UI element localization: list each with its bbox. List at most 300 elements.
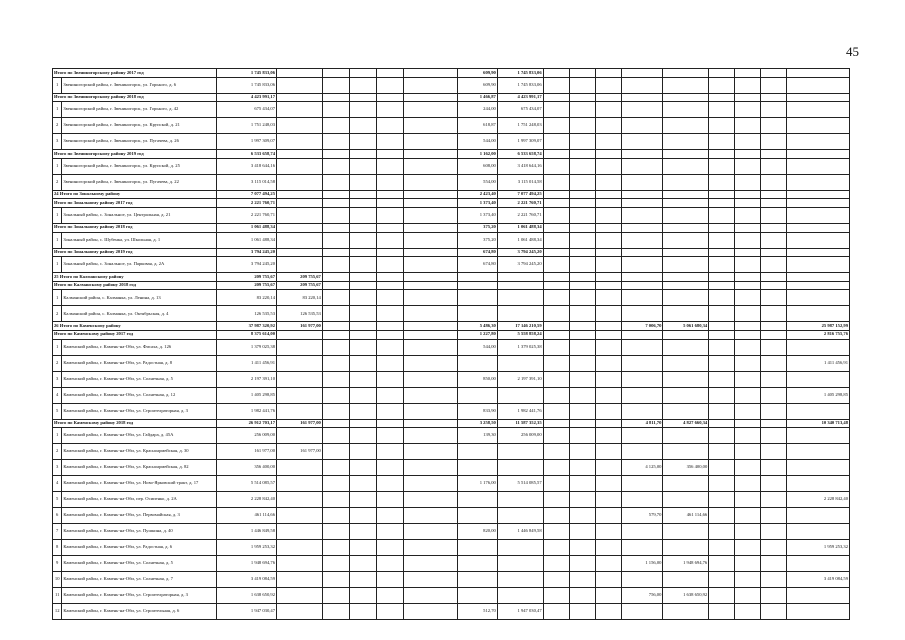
- address-cell: Каменский район, г. Камень-на-Оби, ул. Первомайская, д. 3: [62, 508, 216, 524]
- value-cell-c18: [761, 508, 787, 524]
- value-cell-c9: [458, 444, 498, 460]
- value-cell-c11: [543, 355, 569, 371]
- value-cell-c9: 674,80: [458, 257, 498, 273]
- value-cell-c19: [787, 77, 850, 93]
- value-cell-c12: [569, 102, 595, 118]
- value-cell-c7: [376, 158, 403, 174]
- value-cell-c15: [663, 330, 709, 339]
- value-cell-c12: [569, 257, 595, 273]
- value-cell-c12: [569, 273, 595, 282]
- table-row: [53, 572, 850, 588]
- address-cell: Каменский район, г. Камень-на-Оби, ул. Солнечная, д. 5: [62, 556, 216, 572]
- row-number: 12: [53, 604, 62, 620]
- value-cell-c14: [621, 604, 663, 620]
- value-cell-c6: [349, 339, 376, 355]
- value-cell-c13: [595, 419, 621, 428]
- value-cell-c15: 1 948 694,76: [663, 556, 709, 572]
- value-cell-c7: [376, 118, 403, 134]
- summary-row: [53, 223, 850, 232]
- value-cell-c10: [497, 556, 543, 572]
- value-cell-c14: [621, 93, 663, 102]
- value-cell-c5: [322, 281, 349, 290]
- value-cell-c17: [735, 150, 761, 159]
- value-cell-c10: [497, 273, 543, 282]
- value-cell-c19: [787, 93, 850, 102]
- value-cell-c8: [404, 572, 458, 588]
- value-cell-c8: [404, 273, 458, 282]
- value-cell-c9: [458, 540, 498, 556]
- value-cell-c16: [709, 588, 735, 604]
- value-cell-c14: [621, 102, 663, 118]
- value-cell-c13: [595, 190, 621, 199]
- value-cell-c6: [349, 77, 376, 93]
- value-cell-c9: 544,00: [458, 339, 498, 355]
- value-cell-c3: 356 400,00: [216, 460, 276, 476]
- value-cell-c18: [761, 102, 787, 118]
- address-cell: Зональный район, с. Зональное, ул. Центральная, д. 21: [62, 207, 216, 223]
- value-cell-c4: [277, 492, 323, 508]
- value-cell-c6: [349, 460, 376, 476]
- value-cell-c7: [376, 223, 403, 232]
- value-cell-c6: [349, 306, 376, 322]
- value-cell-c18: [761, 403, 787, 419]
- value-cell-c17: [735, 69, 761, 78]
- summary-row: [53, 330, 850, 339]
- value-cell-c14: [621, 524, 663, 540]
- table-row: [53, 339, 850, 355]
- value-cell-c12: [569, 604, 595, 620]
- summary-row: [53, 150, 850, 159]
- value-cell-c6: [349, 273, 376, 282]
- value-cell-c12: [569, 371, 595, 387]
- value-cell-c16: [709, 460, 735, 476]
- value-cell-c16: [709, 428, 735, 444]
- value-cell-c5: [322, 248, 349, 257]
- summary-row: [53, 190, 850, 199]
- address-cell: Звениногорский район, г. Звениногорск, ул. Пугачева, д. 26: [62, 134, 216, 150]
- address-cell: Звениногорский район, г. Звениногорск, ул. Крупской, д. 25: [62, 158, 216, 174]
- value-cell-c18: [761, 158, 787, 174]
- value-cell-c19: [787, 339, 850, 355]
- row-number: 1: [53, 257, 62, 273]
- value-cell-c6: [349, 281, 376, 290]
- value-cell-c14: [621, 257, 663, 273]
- value-cell-c13: [595, 540, 621, 556]
- value-cell-c18: [761, 77, 787, 93]
- value-cell-c18: [761, 190, 787, 199]
- value-cell-c12: [569, 355, 595, 371]
- address-cell: Каменский район, г. Камень-на-Оби, ул. Солнечная, д. 12: [62, 387, 216, 403]
- value-cell-c16: [709, 492, 735, 508]
- value-cell-c8: [404, 158, 458, 174]
- value-cell-c6: [349, 290, 376, 306]
- value-cell-c3: 1 638 650,92: [216, 588, 276, 604]
- value-cell-c16: [709, 199, 735, 208]
- value-cell-c6: [349, 248, 376, 257]
- value-cell-c19: [787, 556, 850, 572]
- value-cell-c8: [404, 355, 458, 371]
- value-cell-c8: [404, 476, 458, 492]
- value-cell-c14: 7 006,70: [621, 322, 663, 331]
- value-cell-c8: [404, 508, 458, 524]
- value-cell-c8: [404, 387, 458, 403]
- value-cell-c18: [761, 572, 787, 588]
- address-cell: Звениногорский район, г. Звениногорск, ул. Пугачева, д. 22: [62, 174, 216, 190]
- row-number: 5: [53, 403, 62, 419]
- value-cell-c12: [569, 281, 595, 290]
- value-cell-c12: [569, 199, 595, 208]
- value-cell-c10: 7 077 494,25: [497, 190, 543, 199]
- value-cell-c6: [349, 371, 376, 387]
- value-cell-c19: [787, 281, 850, 290]
- value-cell-c10: 1 061 488,34: [497, 223, 543, 232]
- value-cell-c9: 375,20: [458, 232, 498, 248]
- value-cell-c13: [595, 102, 621, 118]
- value-cell-c10: 1 947 030,47: [497, 604, 543, 620]
- value-cell-c16: [709, 207, 735, 223]
- value-cell-c13: [595, 199, 621, 208]
- value-cell-c19: [787, 150, 850, 159]
- value-cell-c19: [787, 199, 850, 208]
- value-cell-c5: [322, 508, 349, 524]
- value-cell-c15: [663, 150, 709, 159]
- value-cell-c7: [376, 339, 403, 355]
- value-cell-c3: 1 405 298,85: [216, 387, 276, 403]
- address-cell: Каменский район, г. Камень-на-Оби, ул. Строителраторная, д. 3: [62, 588, 216, 604]
- value-cell-c10: 2 197 391,10: [497, 371, 543, 387]
- value-cell-c3: 2 228 842,40: [216, 492, 276, 508]
- value-cell-c12: [569, 387, 595, 403]
- table-row: [53, 387, 850, 403]
- row-number: 4: [53, 387, 62, 403]
- value-cell-c3: 1 411 456,91: [216, 355, 276, 371]
- row-number: 5: [53, 492, 62, 508]
- value-cell-c17: [735, 588, 761, 604]
- value-cell-c9: 820,00: [458, 524, 498, 540]
- value-cell-c3: 1 997 309,07: [216, 134, 276, 150]
- value-cell-c6: [349, 322, 376, 331]
- value-cell-c6: [349, 419, 376, 428]
- register-table: [52, 68, 850, 620]
- value-cell-c16: [709, 102, 735, 118]
- value-cell-c4: [277, 330, 323, 339]
- value-cell-c5: [322, 387, 349, 403]
- value-cell-c4: [277, 199, 323, 208]
- value-cell-c11: [543, 330, 569, 339]
- value-cell-c7: [376, 150, 403, 159]
- value-cell-c10: 1 997 309,07: [497, 134, 543, 150]
- value-cell-c3: 7 077 494,25: [216, 190, 276, 199]
- summary-row: [53, 273, 850, 282]
- summary-label: Итого по Каменскому району 2018 год: [53, 419, 217, 428]
- value-cell-c3: 1 446 849,58: [216, 524, 276, 540]
- value-cell-c8: [404, 556, 458, 572]
- value-cell-c4: [277, 102, 323, 118]
- value-cell-c5: [322, 158, 349, 174]
- value-cell-c7: [376, 604, 403, 620]
- value-cell-c7: [376, 428, 403, 444]
- value-cell-c6: [349, 174, 376, 190]
- value-cell-c11: [543, 174, 569, 190]
- value-cell-c11: [543, 69, 569, 78]
- value-cell-c9: 512,70: [458, 604, 498, 620]
- value-cell-c19: 25 987 152,99: [787, 322, 850, 331]
- table-row: [53, 306, 850, 322]
- value-cell-c10: [497, 387, 543, 403]
- value-cell-c18: [761, 150, 787, 159]
- value-cell-c19: 1 405 298,85: [787, 387, 850, 403]
- value-cell-c12: [569, 190, 595, 199]
- value-cell-c3: 1 061 488,34: [216, 232, 276, 248]
- value-cell-c3: 3 115 014,58: [216, 174, 276, 190]
- value-cell-c19: [787, 190, 850, 199]
- value-cell-c6: [349, 232, 376, 248]
- value-cell-c8: [404, 588, 458, 604]
- summary-label: 24 Итого по Зональному району: [53, 190, 217, 199]
- table-row: [53, 588, 850, 604]
- value-cell-c17: [735, 492, 761, 508]
- value-cell-c17: [735, 290, 761, 306]
- value-cell-c15: [663, 290, 709, 306]
- value-cell-c16: [709, 556, 735, 572]
- value-cell-c6: [349, 508, 376, 524]
- value-cell-c7: [376, 207, 403, 223]
- value-cell-c10: 2 221 760,71: [497, 199, 543, 208]
- value-cell-c18: [761, 444, 787, 460]
- value-cell-c5: [322, 460, 349, 476]
- value-cell-c15: [663, 403, 709, 419]
- value-cell-c17: [735, 540, 761, 556]
- value-cell-c5: [322, 572, 349, 588]
- value-cell-c4: [277, 355, 323, 371]
- address-cell: Каменский район, г. Камень-на-Оби, ул. Радостная, д. 6: [62, 540, 216, 556]
- value-cell-c18: [761, 281, 787, 290]
- value-cell-c3: 461 114,66: [216, 508, 276, 524]
- value-cell-c5: [322, 199, 349, 208]
- value-cell-c14: 4 125,00: [621, 460, 663, 476]
- value-cell-c8: [404, 248, 458, 257]
- table-row: [53, 556, 850, 572]
- value-cell-c17: [735, 199, 761, 208]
- value-cell-c5: [322, 273, 349, 282]
- value-cell-c4: [277, 460, 323, 476]
- address-cell: Каменский район, г. Камень-на-Оби, ул. Строительная, д. 6: [62, 604, 216, 620]
- value-cell-c7: [376, 77, 403, 93]
- value-cell-c7: [376, 371, 403, 387]
- value-cell-c17: [735, 77, 761, 93]
- table-row: [53, 524, 850, 540]
- value-cell-c9: 833,90: [458, 403, 498, 419]
- value-cell-c13: [595, 387, 621, 403]
- value-cell-c14: [621, 118, 663, 134]
- value-cell-c14: [621, 273, 663, 282]
- value-cell-c4: [277, 339, 323, 355]
- value-cell-c5: [322, 190, 349, 199]
- value-cell-c15: [663, 572, 709, 588]
- summary-label: 25 Итого по Калманскому району: [53, 273, 217, 282]
- value-cell-c11: [543, 556, 569, 572]
- row-number: 2: [53, 174, 62, 190]
- value-cell-c5: [322, 588, 349, 604]
- value-cell-c15: [663, 232, 709, 248]
- value-cell-c10: 3 794 245,20: [497, 257, 543, 273]
- value-cell-c15: [663, 387, 709, 403]
- row-number: 9: [53, 556, 62, 572]
- value-cell-c13: [595, 476, 621, 492]
- address-cell: Звениногорский район, г. Звениногорск, ул. Горького, д. 6: [62, 77, 216, 93]
- value-cell-c4: [277, 588, 323, 604]
- value-cell-c9: [458, 306, 498, 322]
- value-cell-c7: [376, 134, 403, 150]
- value-cell-c19: [787, 290, 850, 306]
- row-number: 2: [53, 355, 62, 371]
- value-cell-c17: [735, 306, 761, 322]
- value-cell-c18: [761, 492, 787, 508]
- value-cell-c18: [761, 93, 787, 102]
- value-cell-c12: [569, 540, 595, 556]
- value-cell-c8: [404, 460, 458, 476]
- value-cell-c8: [404, 604, 458, 620]
- table-row: [53, 508, 850, 524]
- address-cell: Каменский район, г. Камень-на-Оби, ул. Пушкина, д. 40: [62, 524, 216, 540]
- value-cell-c5: [322, 290, 349, 306]
- value-cell-c18: [761, 339, 787, 355]
- value-cell-c3: 2 197 391,10: [216, 371, 276, 387]
- value-cell-c18: [761, 476, 787, 492]
- value-cell-c13: [595, 134, 621, 150]
- value-cell-c9: [458, 387, 498, 403]
- summary-label: Итого по Зональному району 2019 год: [53, 248, 217, 257]
- value-cell-c10: [497, 281, 543, 290]
- table-row: [53, 290, 850, 306]
- value-cell-c16: [709, 273, 735, 282]
- value-cell-c14: [621, 540, 663, 556]
- value-cell-c11: [543, 387, 569, 403]
- value-cell-c16: [709, 174, 735, 190]
- value-cell-c5: [322, 77, 349, 93]
- value-cell-c8: [404, 444, 458, 460]
- value-cell-c13: [595, 556, 621, 572]
- value-cell-c18: [761, 556, 787, 572]
- value-cell-c9: [458, 290, 498, 306]
- value-cell-c11: [543, 444, 569, 460]
- value-cell-c8: [404, 118, 458, 134]
- summary-label: Итого по Зональному району 2017 год: [53, 199, 217, 208]
- value-cell-c9: [458, 556, 498, 572]
- value-cell-c16: [709, 134, 735, 150]
- value-cell-c11: [543, 524, 569, 540]
- value-cell-c18: [761, 322, 787, 331]
- value-cell-c7: [376, 540, 403, 556]
- value-cell-c12: [569, 419, 595, 428]
- value-cell-c15: [663, 273, 709, 282]
- value-cell-c13: [595, 460, 621, 476]
- value-cell-c19: [787, 371, 850, 387]
- value-cell-c3: 126 535,53: [216, 306, 276, 322]
- value-cell-c17: [735, 460, 761, 476]
- value-cell-c17: [735, 604, 761, 620]
- value-cell-c19: 1 411 456,91: [787, 355, 850, 371]
- value-cell-c15: [663, 102, 709, 118]
- value-cell-c16: [709, 403, 735, 419]
- value-cell-c4: [277, 174, 323, 190]
- value-cell-c8: [404, 371, 458, 387]
- value-cell-c10: [497, 508, 543, 524]
- value-cell-c12: [569, 248, 595, 257]
- value-cell-c16: [709, 306, 735, 322]
- value-cell-c7: [376, 190, 403, 199]
- value-cell-c15: [663, 444, 709, 460]
- summary-label: Итого по Зональному району 2018 год: [53, 223, 217, 232]
- value-cell-c16: [709, 281, 735, 290]
- value-cell-c18: [761, 387, 787, 403]
- value-cell-c17: [735, 273, 761, 282]
- value-cell-c4: 209 755,67: [277, 273, 323, 282]
- summary-label: Итого по Звениногорскому району 2019 год: [53, 150, 217, 159]
- value-cell-c17: [735, 428, 761, 444]
- table-row: [53, 207, 850, 223]
- value-cell-c17: [735, 257, 761, 273]
- value-cell-c9: 609,90: [458, 69, 498, 78]
- value-cell-c12: [569, 306, 595, 322]
- value-cell-c13: [595, 223, 621, 232]
- value-cell-c12: [569, 460, 595, 476]
- value-cell-c19: [787, 102, 850, 118]
- value-cell-c15: [663, 93, 709, 102]
- value-cell-c5: [322, 118, 349, 134]
- value-cell-c5: [322, 339, 349, 355]
- value-cell-c13: [595, 93, 621, 102]
- value-cell-c16: [709, 355, 735, 371]
- value-cell-c18: [761, 273, 787, 282]
- value-cell-c11: [543, 403, 569, 419]
- value-cell-c5: [322, 134, 349, 150]
- value-cell-c6: [349, 444, 376, 460]
- value-cell-c7: [376, 306, 403, 322]
- value-cell-c17: [735, 158, 761, 174]
- value-cell-c11: [543, 604, 569, 620]
- value-cell-c13: [595, 444, 621, 460]
- value-cell-c10: 17 146 210,59: [497, 322, 543, 331]
- table-row: [53, 118, 850, 134]
- value-cell-c11: [543, 508, 569, 524]
- row-number: 1: [53, 207, 62, 223]
- address-cell: Каменский район, г. Камень-на-Оби, ул. Красноармейская, д. 82: [62, 460, 216, 476]
- row-number: 1: [53, 232, 62, 248]
- value-cell-c16: [709, 419, 735, 428]
- value-cell-c9: 3 258,50: [458, 419, 498, 428]
- value-cell-c19: 2 228 842,40: [787, 492, 850, 508]
- value-cell-c5: [322, 556, 349, 572]
- address-cell: Каменский район, г. Камень-на-Оби, ул. Радостная, д. 8: [62, 355, 216, 371]
- value-cell-c10: 1 379 025,38: [497, 339, 543, 355]
- value-cell-c10: 675 434,07: [497, 102, 543, 118]
- value-cell-c13: [595, 403, 621, 419]
- value-cell-c8: [404, 524, 458, 540]
- address-cell: Зональный район, с. Шубенка, ул. Школьная, д. 1: [62, 232, 216, 248]
- value-cell-c11: [543, 306, 569, 322]
- value-cell-c14: [621, 248, 663, 257]
- value-cell-c15: [663, 248, 709, 257]
- value-cell-c13: [595, 232, 621, 248]
- value-cell-c19: 3 419 084,59: [787, 572, 850, 588]
- value-cell-c3: 3 794 245,20: [216, 257, 276, 273]
- value-cell-c19: [787, 273, 850, 282]
- value-cell-c19: [787, 118, 850, 134]
- value-cell-c13: [595, 248, 621, 257]
- value-cell-c9: 554,00: [458, 174, 498, 190]
- value-cell-c15: [663, 199, 709, 208]
